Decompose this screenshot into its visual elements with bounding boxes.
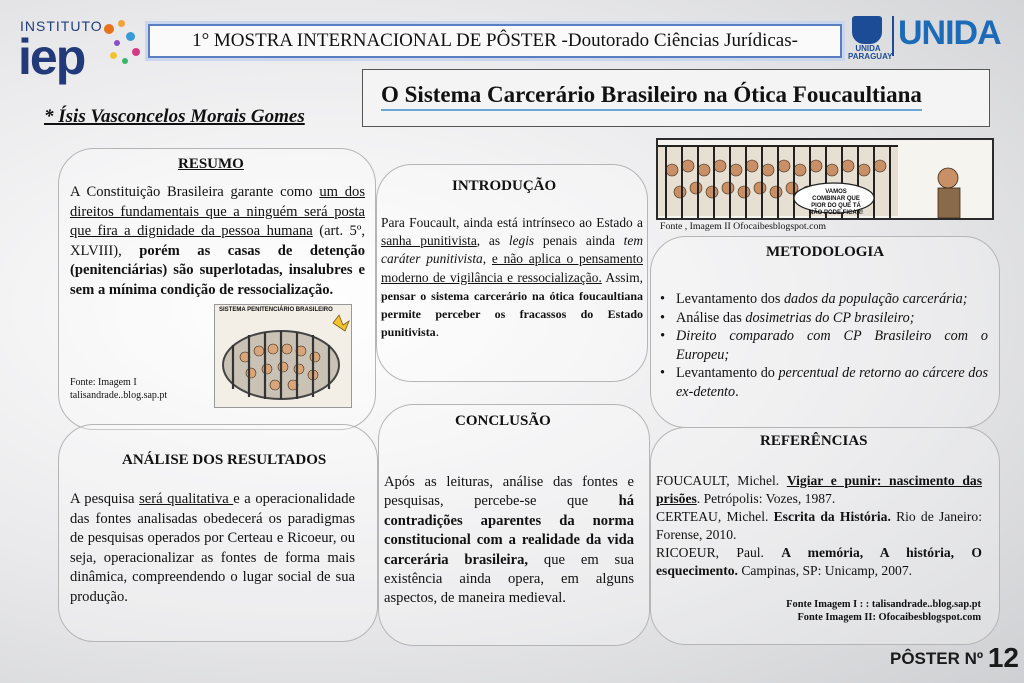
list-item: • Análise das dosimetrias do CP brasileiro; bbox=[660, 309, 988, 328]
poster-title-box bbox=[362, 69, 990, 127]
logo-dot bbox=[110, 52, 117, 59]
logo-dot bbox=[126, 32, 135, 41]
analise-heading: ANÁLISE DOS RESULTADOS bbox=[122, 452, 327, 468]
reference-item: CERTEAU, Michel. Escrita da História. Rio de Janeiro: Forense, 2010. bbox=[656, 509, 983, 542]
unida-wordmark: UNIDA bbox=[898, 14, 1001, 52]
cartoon-label: SISTEMA PENITENCIÁRIO BRASILEIRO bbox=[219, 307, 333, 313]
list-item: • Levantamento do percentual de retorno ao cárcere dos ex-detento. bbox=[660, 364, 988, 401]
shield-icon bbox=[852, 16, 882, 44]
logo-divider bbox=[892, 16, 894, 56]
resumo-image-caption: Fonte: Imagem I talisandrade..blog.sap.pt bbox=[70, 377, 168, 401]
conclusao-heading: CONCLUSÃO bbox=[455, 413, 551, 429]
author-name: * Ísis Vasconcelos Morais Gomes bbox=[44, 106, 305, 127]
image-sources: Fonte Imagem I : : talisandrade..blog.sap.pt Fonte Imagem II: Ofocaibesblogspot.com bbox=[786, 599, 981, 624]
prison-cartoon-image-2 bbox=[656, 138, 994, 220]
resumo-body: A Constituição Brasileira garante como um dos direitos fundamentais que a ninguém será posta que fira a dignidade da pessoa humana (art. 5º, XLVIII), porém as casas de detenção (penitenciárias) são superlotadas, insalubres e sem a mínima condição de ressocialização. bbox=[70, 184, 365, 298]
unida-logo bbox=[848, 14, 1018, 62]
reference-item: RICOEUR, Paul. A memória, A história, O esquecimento. Campinas, SP: Unicamp, 2007. bbox=[656, 545, 982, 578]
poster-number: PÔSTER Nº 12 bbox=[890, 642, 1019, 673]
analise-body: A pesquisa será qualitativa e a operacionalidade das fontes analisadas obedecerá os paradigmas de pesquisas operados por Certeau e Ricoeur, ou seja, operacionalizar as fontes de forma mais dinâmica, compreendendo o lugar social de sua produção. bbox=[70, 491, 355, 605]
metodologia-heading: METODOLOGIA bbox=[766, 244, 885, 260]
poster-title: O Sistema Carcerário Brasileiro na Ótica Foucaultiana bbox=[381, 82, 922, 111]
metodologia-list bbox=[660, 290, 988, 402]
reference-item: FOUCAULT, Michel. Vigiar e punir: nascimento das prisões. Petrópolis: Vozes, 1987. bbox=[656, 473, 982, 506]
resumo-heading: RESUMO bbox=[178, 156, 244, 172]
list-item: • Direito comparado com CP Brasileiro com o Europeu; bbox=[660, 327, 988, 364]
referencias-heading: REFERÊNCIAS bbox=[760, 433, 868, 449]
conclusao-body: Após as leituras, análise das fontes e pesquisas, percebe-se que há contradições aparentes da norma constitucional com a realidade da vida carcerária brasileira, que em sua existência ainda opera, em alguns aspectos, de maneira medieval. bbox=[384, 474, 634, 607]
logo-dot bbox=[104, 24, 114, 34]
logo-dot bbox=[114, 40, 120, 46]
logo-institute-label: INSTITUTO bbox=[20, 18, 103, 34]
introducao-body: Para Foucault, ainda está intrínseco ao Estado a sanha punitivista, as legis penais ainda tem caráter punitivista, e não aplica o pensamento moderno de vigilância e ressocialização. Assim, pensar o sistema carcerário na ótica foucaultiana permite perceber os fracassos do Estado punitivista. bbox=[381, 215, 644, 340]
logo-iep-wordmark: iep bbox=[18, 29, 85, 85]
unida-logo-caption: UNIDA PARAGUAY bbox=[848, 44, 893, 61]
iep-logo bbox=[18, 18, 148, 88]
cartoon-speech-bubble: VAMOS COMBINAR QUE PIOR DO QUE TÁ NÃO PODE FICAR! bbox=[809, 189, 863, 216]
logo-dot bbox=[132, 48, 140, 56]
logo-dot bbox=[118, 20, 125, 27]
event-banner: 1° MOSTRA INTERNACIONAL DE PÔSTER -Doutorado Ciências Jurídicas- bbox=[148, 24, 842, 58]
image2-caption: Fonte , Imagem II Ofocaibesblogspot.com bbox=[660, 221, 826, 232]
logo-dot bbox=[122, 58, 128, 64]
introducao-heading: INTRODUÇÃO bbox=[452, 178, 557, 194]
list-item: • Levantamento dos dados da população carcerária; bbox=[660, 290, 988, 309]
referencias-body bbox=[656, 472, 982, 580]
prison-cartoon-image bbox=[214, 304, 352, 408]
